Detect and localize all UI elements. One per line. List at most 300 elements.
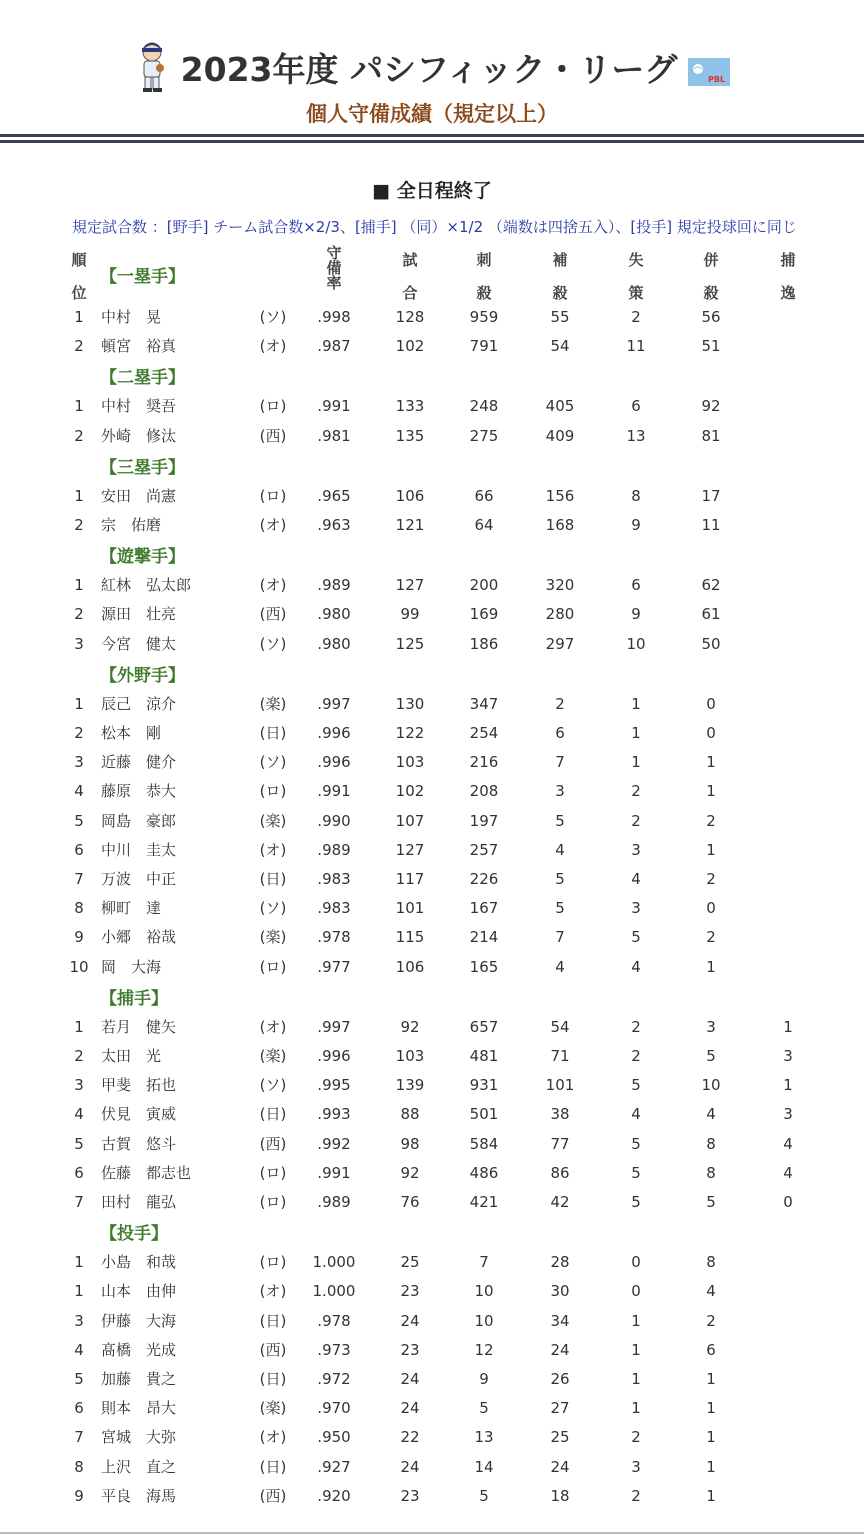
errors-cell: 11 <box>626 337 646 356</box>
errors-cell: 13 <box>626 426 646 445</box>
fielding-pct-cell: 1.000 <box>312 1253 356 1272</box>
games-cell: 22 <box>400 1428 420 1447</box>
fielding-pct-cell: .950 <box>317 1428 351 1447</box>
putouts-cell: 9 <box>479 1370 489 1388</box>
games-cell: 122 <box>395 724 425 742</box>
putouts-cell: 169 <box>469 605 499 624</box>
games-cell: 125 <box>395 634 425 653</box>
rank-cell: 3 <box>74 1311 84 1330</box>
assists-cell: 54 <box>550 1017 570 1036</box>
team-cell: (日) <box>259 724 287 742</box>
double-plays-cell: 1 <box>706 753 716 772</box>
team-cell: (西) <box>259 1340 287 1359</box>
qualification-note: 規定試合数 ：[野手] チーム試合数×2/3、[捕手] （同）×1/2 （端数は四捨五入）、[投手] 規定投球回に同じ <box>72 218 797 236</box>
fielding-pct-cell: .989 <box>317 576 351 595</box>
games-cell: 24 <box>400 1311 420 1330</box>
fielding-pct-cell: .983 <box>317 899 351 918</box>
games-cell: 102 <box>395 782 425 801</box>
player-name-cell: 紅林 弘太郎 <box>101 576 192 595</box>
table-row <box>0 1394 864 1423</box>
games-cell: 23 <box>400 1282 420 1301</box>
games-cell: 23 <box>400 1340 420 1359</box>
games-cell: 25 <box>400 1253 420 1272</box>
player-name-cell: 若月 健矢 <box>101 1017 177 1036</box>
assists-cell: 27 <box>550 1399 570 1418</box>
fielding-pct-cell: .980 <box>317 634 351 653</box>
double-plays-cell: 92 <box>701 397 721 416</box>
assists-cell: 28 <box>550 1253 570 1272</box>
table-row <box>0 748 864 777</box>
fielding-pct-cell: .996 <box>317 753 351 772</box>
putouts-cell: 501 <box>469 1105 499 1124</box>
player-name-cell: 甲斐 拓也 <box>101 1076 177 1095</box>
double-plays-cell: 11 <box>701 516 721 534</box>
errors-cell: 1 <box>631 1370 641 1388</box>
player-name-cell: 辰己 涼介 <box>101 694 177 713</box>
putouts-cell: 14 <box>474 1457 494 1476</box>
rank-cell: 1 <box>74 308 84 326</box>
assists-cell: 297 <box>545 634 575 653</box>
errors-cell: 2 <box>631 1486 641 1505</box>
double-plays-cell: 1 <box>706 1486 716 1505</box>
team-cell: (オ) <box>259 576 287 595</box>
errors-cell: 5 <box>631 1076 641 1095</box>
team-cell: (楽) <box>259 1047 287 1065</box>
rank-cell: 5 <box>74 1134 84 1153</box>
fielding-pct-cell: .997 <box>317 1017 351 1036</box>
double-plays-cell: 0 <box>706 694 716 713</box>
games-cell: 106 <box>395 486 425 505</box>
rank-cell: 5 <box>74 811 84 830</box>
errors-cell: 9 <box>631 516 641 534</box>
putouts-cell: 486 <box>469 1163 499 1182</box>
team-cell: (西) <box>259 1486 287 1505</box>
passed-balls-cell: 4 <box>783 1134 793 1153</box>
putouts-cell: 10 <box>474 1282 494 1301</box>
team-cell: (オ) <box>259 1428 287 1447</box>
errors-cell: 0 <box>631 1253 641 1272</box>
rank-cell: 9 <box>74 928 84 947</box>
putouts-cell: 186 <box>469 634 499 653</box>
team-cell: (オ) <box>259 1017 287 1036</box>
section-label: 【一塁手】 <box>100 267 185 287</box>
team-cell: (オ) <box>259 516 287 534</box>
section-label: 【捕手】 <box>100 988 168 1009</box>
fielding-pct-cell: .920 <box>317 1486 351 1505</box>
team-cell: (楽) <box>259 928 287 947</box>
double-plays-cell: 2 <box>706 811 716 830</box>
putouts-cell: 13 <box>474 1428 494 1447</box>
player-name-cell: 万波 中正 <box>101 870 177 888</box>
rank-cell: 1 <box>74 694 84 713</box>
team-cell: (オ) <box>259 1282 287 1301</box>
assists-cell: 405 <box>545 397 575 416</box>
rank-cell: 8 <box>74 1457 84 1476</box>
rank-cell: 3 <box>74 753 84 772</box>
rank-cell: 9 <box>74 1486 84 1505</box>
putouts-cell: 216 <box>469 753 499 772</box>
fielding-pct-cell: 1.000 <box>312 1282 356 1301</box>
putouts-cell: 257 <box>469 840 499 859</box>
table-row <box>0 719 864 748</box>
team-cell: (ロ) <box>259 1253 287 1272</box>
table-row <box>0 1277 864 1306</box>
games-cell: 117 <box>395 870 425 888</box>
rank-cell: 4 <box>74 782 84 801</box>
section-label: 【遊撃手】 <box>100 547 185 568</box>
assists-cell: 25 <box>550 1428 570 1447</box>
player-name-cell: 宮城 大弥 <box>101 1428 177 1447</box>
double-plays-cell: 1 <box>706 1399 716 1418</box>
putouts-cell: 254 <box>469 724 499 742</box>
table-row <box>0 1071 864 1100</box>
putouts-cell: 275 <box>469 426 499 445</box>
assists-cell: 77 <box>550 1134 570 1153</box>
fielding-pct-cell: .981 <box>317 426 351 445</box>
errors-cell: 5 <box>631 1193 641 1211</box>
games-cell: 139 <box>395 1076 425 1095</box>
rank-cell: 2 <box>74 1047 84 1065</box>
fielding-pct-cell: .983 <box>317 870 351 888</box>
section-label: 【二塁手】 <box>100 368 185 389</box>
putouts-cell: 7 <box>479 1253 489 1272</box>
rank-cell: 3 <box>74 634 84 653</box>
fielding-pct-cell: .987 <box>317 337 351 356</box>
putouts-cell: 481 <box>469 1047 499 1065</box>
passed-balls-cell: 1 <box>783 1076 793 1095</box>
double-plays-cell: 56 <box>701 308 721 326</box>
fielding-pct-cell: .978 <box>317 928 351 947</box>
putouts-cell: 347 <box>469 694 499 713</box>
games-cell: 127 <box>395 840 425 859</box>
errors-cell: 5 <box>631 1134 641 1153</box>
fielding-pct-cell: .965 <box>317 486 351 505</box>
table-row <box>0 923 864 952</box>
table-row <box>0 1336 864 1365</box>
player-name-cell: 源田 壮亮 <box>101 605 177 624</box>
games-cell: 92 <box>400 1163 420 1182</box>
player-name-cell: 伏見 寅威 <box>101 1105 177 1124</box>
passed-balls-cell: 3 <box>783 1047 793 1065</box>
col-header-putouts: 刺 殺 <box>476 251 492 302</box>
page-subtitle: 個人守備成績（規定以上） <box>306 102 558 126</box>
assists-cell: 71 <box>550 1047 570 1065</box>
page-title: 2023年度 パシフィック・リーグ <box>180 49 678 89</box>
double-plays-cell: 0 <box>706 724 716 742</box>
double-plays-cell: 51 <box>701 337 721 356</box>
errors-cell: 1 <box>631 1311 641 1330</box>
games-cell: 135 <box>395 426 425 445</box>
double-plays-cell: 81 <box>701 426 721 445</box>
player-name-cell: 山本 由伸 <box>101 1282 177 1301</box>
putouts-cell: 12 <box>474 1340 494 1359</box>
assists-cell: 18 <box>550 1486 570 1505</box>
assists-cell: 38 <box>550 1105 570 1124</box>
double-plays-cell: 2 <box>706 870 716 888</box>
rank-cell: 2 <box>74 724 84 742</box>
errors-cell: 4 <box>631 957 641 976</box>
games-cell: 101 <box>395 899 425 918</box>
putouts-cell: 5 <box>479 1399 489 1418</box>
player-name-cell: 中村 晃 <box>101 308 162 326</box>
season-status: ■ 全日程終了 <box>372 180 492 202</box>
player-name-cell: 小郷 裕哉 <box>101 928 177 947</box>
games-cell: 24 <box>400 1370 420 1388</box>
table-row <box>0 1188 864 1217</box>
rank-cell: 2 <box>74 605 84 624</box>
double-plays-cell: 3 <box>706 1017 716 1036</box>
rank-cell: 6 <box>74 840 84 859</box>
player-name-cell: 小島 和哉 <box>101 1253 177 1272</box>
assists-cell: 54 <box>550 337 570 356</box>
errors-cell: 1 <box>631 694 641 713</box>
double-plays-cell: 10 <box>701 1076 721 1095</box>
games-cell: 92 <box>400 1017 420 1036</box>
assists-cell: 7 <box>555 928 565 947</box>
team-cell: (西) <box>259 605 287 624</box>
errors-cell: 9 <box>631 605 641 624</box>
player-name-cell: 平良 海馬 <box>101 1486 177 1505</box>
table-row <box>0 332 864 361</box>
section-label: 【三塁手】 <box>100 457 185 478</box>
team-cell: (ロ) <box>259 486 287 505</box>
double-plays-cell: 2 <box>706 928 716 947</box>
rank-cell: 7 <box>74 1428 84 1447</box>
table-row <box>0 571 864 600</box>
assists-cell: 24 <box>550 1340 570 1359</box>
rank-cell: 8 <box>74 899 84 918</box>
errors-cell: 2 <box>631 308 641 326</box>
team-cell: (ソ) <box>259 308 287 326</box>
section-label: 【外野手】 <box>100 665 185 686</box>
errors-cell: 8 <box>631 486 641 505</box>
fielding-pct-cell: .972 <box>317 1370 351 1388</box>
assists-cell: 280 <box>545 605 575 624</box>
errors-cell: 2 <box>631 1428 641 1447</box>
table-row <box>0 1042 864 1071</box>
team-cell: (ロ) <box>259 782 287 801</box>
fielding-pct-cell: .991 <box>317 782 351 801</box>
fielding-pct-cell: .980 <box>317 605 351 624</box>
rank-cell: 7 <box>74 870 84 888</box>
errors-cell: 3 <box>631 899 641 918</box>
fielding-pct-cell: .990 <box>317 811 351 830</box>
games-cell: 88 <box>400 1105 420 1124</box>
team-cell: (ロ) <box>259 1163 287 1182</box>
errors-cell: 5 <box>631 928 641 947</box>
assists-cell: 5 <box>555 870 565 888</box>
putouts-cell: 421 <box>469 1193 499 1211</box>
assists-cell: 3 <box>555 782 565 801</box>
table-row <box>0 1013 864 1042</box>
assists-cell: 168 <box>545 516 575 534</box>
team-cell: (楽) <box>259 1399 287 1418</box>
double-plays-cell: 50 <box>701 634 721 653</box>
assists-cell: 409 <box>545 426 575 445</box>
table-row <box>0 807 864 836</box>
table-row <box>0 1159 864 1188</box>
rank-cell: 1 <box>74 486 84 505</box>
table-row <box>0 1365 864 1394</box>
fielding-pct-cell: .995 <box>317 1076 351 1095</box>
errors-cell: 1 <box>631 753 641 772</box>
games-cell: 76 <box>400 1193 420 1211</box>
putouts-cell: 584 <box>469 1134 499 1153</box>
section-label: 【投手】 <box>100 1224 168 1245</box>
errors-cell: 6 <box>631 397 641 416</box>
col-header-passed-balls: 捕 逸 <box>780 251 796 302</box>
team-cell: (ソ) <box>259 753 287 772</box>
putouts-cell: 5 <box>479 1486 489 1505</box>
double-plays-cell: 5 <box>706 1047 716 1065</box>
player-name-cell: 頓宮 裕真 <box>101 337 177 356</box>
team-cell: (ロ) <box>259 397 287 416</box>
putouts-cell: 197 <box>469 811 499 830</box>
assists-cell: 26 <box>550 1370 570 1388</box>
table-row <box>0 1307 864 1336</box>
player-name-cell: 則本 昂大 <box>101 1399 177 1418</box>
table-row <box>0 511 864 540</box>
team-cell: (楽) <box>259 811 287 830</box>
player-name-cell: 安田 尚憲 <box>101 486 177 505</box>
double-plays-cell: 62 <box>701 576 721 595</box>
rank-cell: 1 <box>74 397 84 416</box>
putouts-cell: 226 <box>469 870 499 888</box>
table-row <box>0 1453 864 1482</box>
table-row <box>0 303 864 332</box>
assists-cell: 4 <box>555 840 565 859</box>
fielding-pct-cell: .992 <box>317 1134 351 1153</box>
col-header-games: 試 合 <box>402 251 418 302</box>
putouts-cell: 66 <box>474 486 494 505</box>
games-cell: 133 <box>395 397 425 416</box>
assists-cell: 5 <box>555 811 565 830</box>
double-plays-cell: 1 <box>706 1428 716 1447</box>
rank-cell: 3 <box>74 1076 84 1095</box>
table-row <box>0 1248 864 1277</box>
assists-cell: 156 <box>545 486 575 505</box>
team-cell: (楽) <box>259 694 287 713</box>
footer-divider <box>0 1532 864 1534</box>
player-name-cell: 今宮 健太 <box>101 634 177 653</box>
passed-balls-cell: 0 <box>783 1193 793 1211</box>
double-plays-cell: 2 <box>706 1311 716 1330</box>
double-plays-cell: 0 <box>706 899 716 918</box>
rank-cell: 2 <box>74 426 84 445</box>
player-name-cell: 中村 奨吾 <box>101 397 177 416</box>
passed-balls-cell: 1 <box>783 1017 793 1036</box>
fielding-pct-cell: .991 <box>317 1163 351 1182</box>
putouts-cell: 165 <box>469 957 499 976</box>
table-row <box>0 1130 864 1159</box>
rank-cell: 6 <box>74 1163 84 1182</box>
putouts-cell: 248 <box>469 397 499 416</box>
table-row <box>0 1482 864 1511</box>
games-cell: 103 <box>395 753 425 772</box>
games-cell: 102 <box>395 337 425 356</box>
team-cell: (ソ) <box>259 634 287 653</box>
col-header-errors: 失 策 <box>628 251 644 302</box>
col-header-assists: 補 殺 <box>552 251 568 302</box>
errors-cell: 2 <box>631 811 641 830</box>
assists-cell: 6 <box>555 724 565 742</box>
table-row <box>0 865 864 894</box>
assists-cell: 86 <box>550 1163 570 1182</box>
player-name-cell: 古賀 悠斗 <box>101 1134 177 1153</box>
double-plays-cell: 8 <box>706 1134 716 1153</box>
double-plays-cell: 1 <box>706 1370 716 1388</box>
team-cell: (オ) <box>259 337 287 356</box>
games-cell: 121 <box>395 516 425 534</box>
rank-cell: 2 <box>74 337 84 356</box>
putouts-cell: 200 <box>469 576 499 595</box>
errors-cell: 10 <box>626 634 646 653</box>
pbl-logo-icon <box>688 58 730 86</box>
player-name-cell: 近藤 健介 <box>101 753 177 772</box>
table-row <box>0 482 864 511</box>
errors-cell: 1 <box>631 1340 641 1359</box>
rank-cell: 1 <box>74 576 84 595</box>
player-name-cell: 田村 龍弘 <box>101 1193 177 1211</box>
player-name-cell: 岡 大海 <box>101 957 162 976</box>
errors-cell: 4 <box>631 870 641 888</box>
assists-cell: 42 <box>550 1193 570 1211</box>
games-cell: 99 <box>400 605 420 624</box>
assists-cell: 4 <box>555 957 565 976</box>
double-plays-cell: 1 <box>706 840 716 859</box>
assists-cell: 2 <box>555 694 565 713</box>
putouts-cell: 167 <box>469 899 499 918</box>
team-cell: (ソ) <box>259 899 287 918</box>
table-row <box>0 1423 864 1452</box>
errors-cell: 2 <box>631 1047 641 1065</box>
double-plays-cell: 1 <box>706 957 716 976</box>
team-cell: (ソ) <box>259 1076 287 1095</box>
errors-cell: 2 <box>631 782 641 801</box>
putouts-cell: 657 <box>469 1017 499 1036</box>
putouts-cell: 931 <box>469 1076 499 1095</box>
player-name-cell: 外崎 修汰 <box>101 426 177 445</box>
errors-cell: 3 <box>631 1457 641 1476</box>
team-cell: (日) <box>259 1370 287 1388</box>
rank-cell: 1 <box>74 1253 84 1272</box>
double-plays-cell: 17 <box>701 486 721 505</box>
team-cell: (ロ) <box>259 1193 287 1211</box>
fielding-pct-cell: .973 <box>317 1340 351 1359</box>
team-cell: (西) <box>259 426 287 445</box>
player-name-cell: 髙橋 光成 <box>101 1340 177 1359</box>
games-cell: 24 <box>400 1457 420 1476</box>
fielding-pct-cell: .993 <box>317 1105 351 1124</box>
double-plays-cell: 6 <box>706 1340 716 1359</box>
double-plays-cell: 4 <box>706 1282 716 1301</box>
player-name-cell: 宗 佑磨 <box>101 516 162 534</box>
assists-cell: 7 <box>555 753 565 772</box>
games-cell: 106 <box>395 957 425 976</box>
team-cell: (西) <box>259 1134 287 1153</box>
fielding-pct-cell: .978 <box>317 1311 351 1330</box>
games-cell: 107 <box>395 811 425 830</box>
team-cell: (ロ) <box>259 957 287 976</box>
table-row <box>0 836 864 865</box>
double-plays-cell: 1 <box>706 1457 716 1476</box>
col-header-fielding-pct: 守 備 率 <box>326 244 342 292</box>
games-cell: 127 <box>395 576 425 595</box>
col-header-double-plays: 併 殺 <box>703 251 719 302</box>
fielding-pct-cell: .998 <box>317 308 351 326</box>
errors-cell: 5 <box>631 1163 641 1182</box>
passed-balls-cell: 3 <box>783 1105 793 1124</box>
